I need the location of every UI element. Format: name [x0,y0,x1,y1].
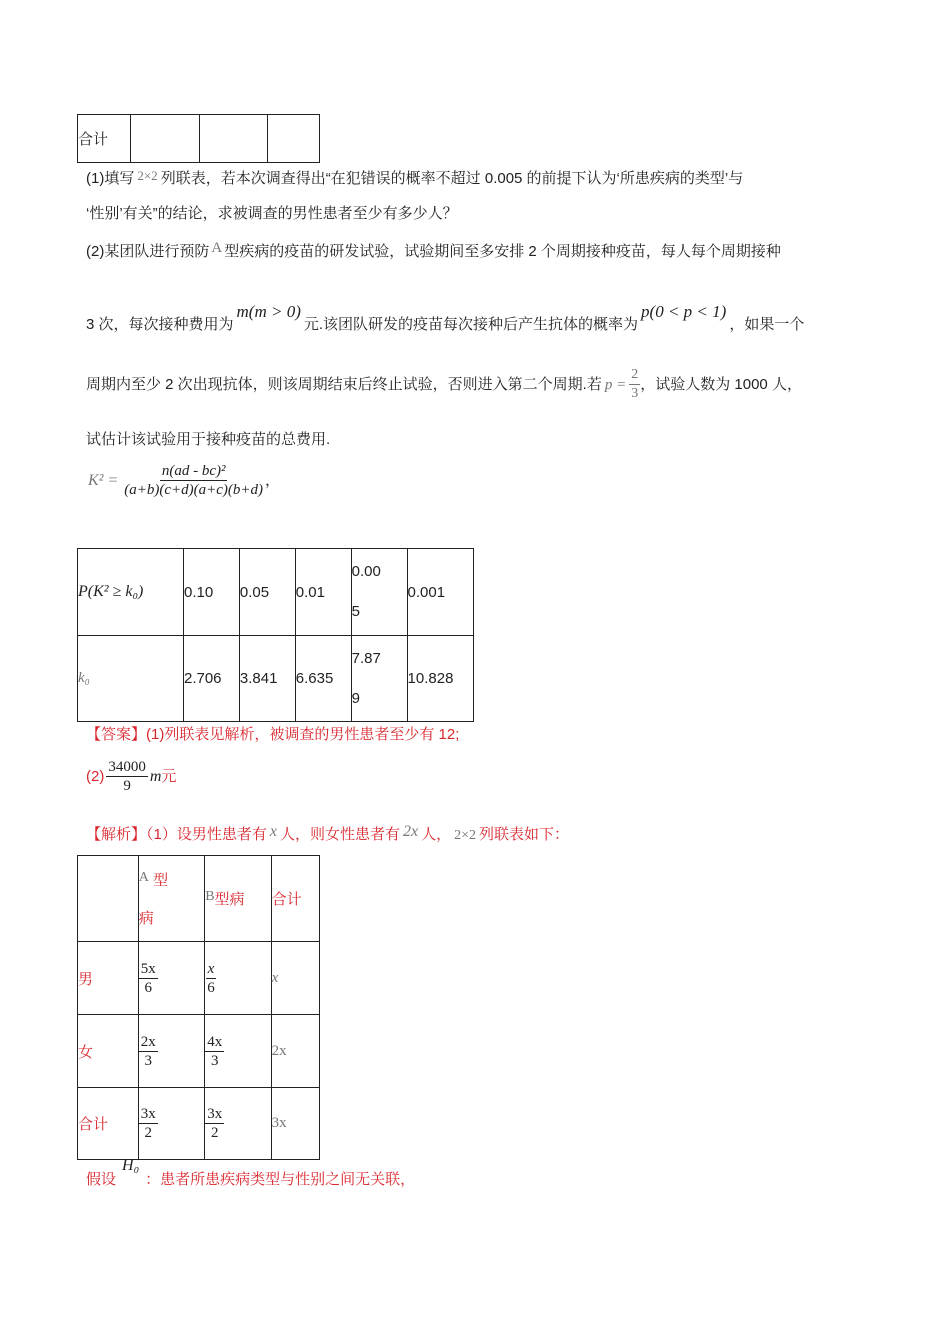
question-2-line-2: 3 次，每次接种费用为m(m > 0)元.该团队研发的疫苗每次接种后产生抗体的概率为p(0 < p < 1)，如果一个 [86,302,805,333]
top-table-total-label: 合计 [78,115,131,163]
ct-header-type-a: A 型 病 [138,856,204,942]
question-1-line-2: ‘性别’有关”的结论，求被调查的男性患者至少有多少人？ [86,205,458,222]
ct-cell: $\frac{2x}{3}$ [138,1015,204,1088]
top-table-cell [131,115,199,163]
answer-tag: 【答案】 [86,726,147,743]
k-table-k-value: 6.635 [295,636,351,722]
top-table-cell [199,115,267,163]
k-table-row-label: k₀ [78,636,184,722]
answer-fraction: $\frac{34000}{9}$ [108,759,146,794]
analysis-tag: 【解析】 [86,826,147,843]
question-2-line-1: (2)某团队进行预防 A 型疾病的疫苗的研发试验，试验期间至多安排 2 个周期接种疫苗，每人每个周期接种 [86,240,781,260]
k-table-p-value: 0.01 [295,549,351,636]
question-2-line-3: 周期内至少 2 次出现抗体，则该周期结束后终止试验，否则进入第二个周期.若 p = $\frac{2}{3}$ ，试验人数为 1000 人， [86,367,802,401]
answer-part-2: (2) $\frac{34000}{9}$ m 元 [86,759,177,794]
ct-cell: x [271,942,319,1015]
ct-cell: $\frac{x}{6}$ [205,942,271,1015]
ct-cell: $\frac{4x}{3}$ [205,1015,271,1088]
formula-fraction: $\frac{\text{n(ad - bc)²}}{(a+b)(c+d)(a+c)(b+d)}$ [124,463,264,498]
k-table-p-value: 0.10 [183,549,239,636]
ct-row-label: 合计 [78,1088,139,1160]
probability-expression: p(0 < p < 1) [641,302,727,321]
question-1-line-1: (1)填写 2×2 列联表，若本次调查得出“在犯错误的概率不超过 0.005 的前提下认为‘所患疾病的类型’与 [86,168,744,187]
k-table-p-value: 0.00 5 [351,549,407,636]
answer-part-1: 【答案】(1)列联表见解析，被调查的男性患者至少有 12; [86,726,460,743]
letter-a: A [211,240,223,256]
k-table-header-label: P(K² ≥ k₀) [78,549,184,636]
h0-symbol: H₀ [122,1157,140,1174]
p-fraction: $\frac{2}{3}$ [631,367,639,401]
ct-header-type-b: B型病 [205,856,271,942]
cost-expression: m(m > 0) [236,302,301,321]
k-table-k-value: 7.87 9 [351,636,407,722]
k-table-k-value: 2.706 [183,636,239,722]
ct-cell: 2x [271,1015,319,1088]
ct-cell: $\frac{5x}{6}$ [138,942,204,1015]
ct-corner-cell [78,856,139,942]
ct-row-label: 女 [78,1015,139,1088]
analysis-line: 【解析】（1）设男性患者有 x 人，则女性患者有 2x 人， 2×2 列联表如下： [86,823,570,843]
k-squared-formula: K² = $\frac{\text{n(ad - bc)²}}{(a+b)(c+d)(a+c)(b+d)}$ ， [88,463,281,498]
p-label: p = [604,376,627,393]
ct-cell: $\frac{3x}{2}$ [138,1088,204,1160]
hypothesis-line: 假设H₀：患者所患疾病类型与性别之间无关联， [86,1157,416,1188]
contingency-table [77,855,320,1160]
k-table-p-value: 0.05 [239,549,295,636]
ct-cell: 3x [271,1088,319,1160]
k-table-p-value: 0.001 [407,549,473,636]
formula-lhs: K² = [88,471,119,489]
question-2-line-4: 试估计该试验用于接种疫苗的总费用. [86,431,331,448]
top-table [77,114,320,163]
k-table-k-value: 10.828 [407,636,473,722]
ct-cell: $\frac{3x}{2}$ [205,1088,271,1160]
top-table-cell [267,115,319,163]
critical-value-table [77,548,474,722]
k-table-k-value: 3.841 [239,636,295,722]
ct-row-label: 男 [78,942,139,1015]
ct-header-total: 合计 [271,856,319,942]
dim-2x2: 2×2 [137,168,158,183]
